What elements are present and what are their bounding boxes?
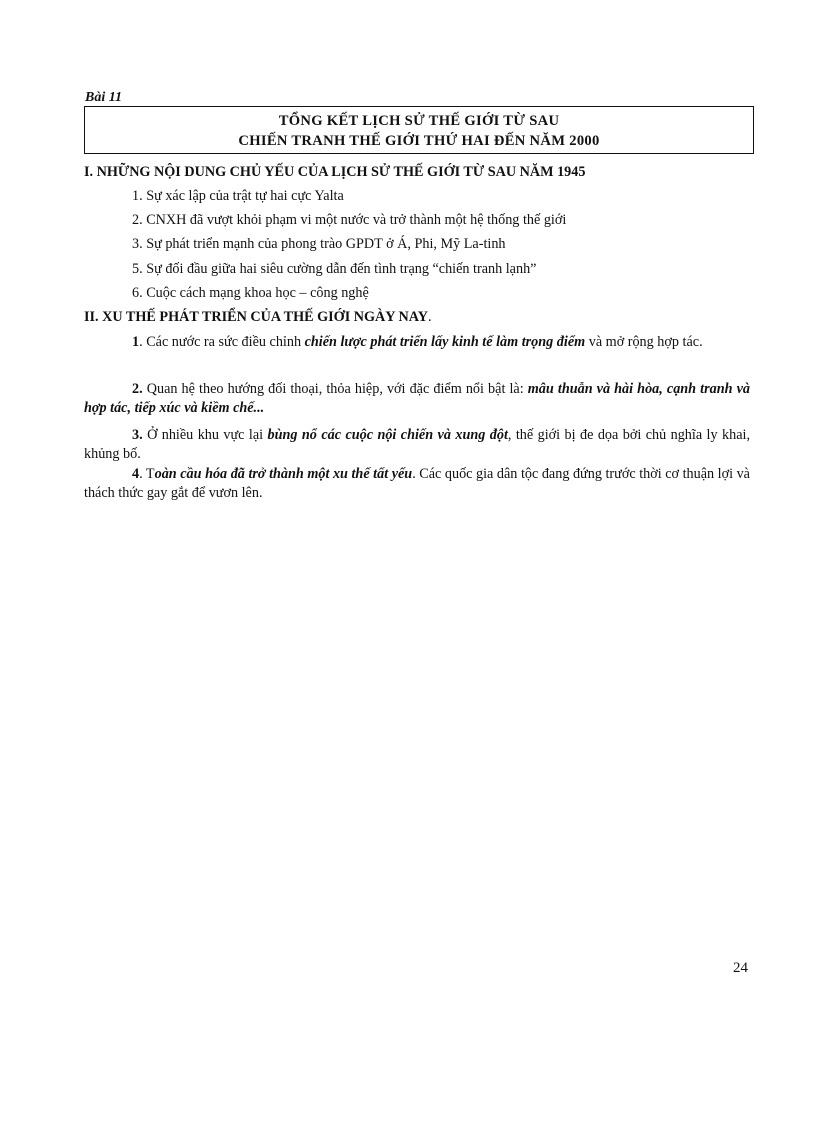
section-1-item-2: 2. CNXH đã vượt khỏi phạm vi một nước và trở thành một hệ thống thế giới: [132, 212, 567, 228]
paragraph-1-number: 1: [132, 334, 140, 350]
paragraph-3: [84, 426, 750, 464]
title-line-2: CHIẾN TRANH THẾ GIỚI THỨ HAI ĐẾN NĂM 2000: [238, 133, 600, 149]
title-box: [84, 106, 754, 154]
paragraph-1-emphasis: chiến lược phát triển lấy kinh tế làm trọng điểm: [304, 334, 586, 350]
paragraph-3-text-a: Ở nhiều khu vực lại: [142, 427, 268, 443]
paragraph-3-text-b: , thế giới bị đe dọa bởi chủ nghĩa ly khai, khủng bố.: [84, 427, 750, 462]
paragraph-3-emphasis: bùng nổ các cuộc nội chiến và xung đột: [267, 427, 508, 443]
section-1-item-6: 6. Cuộc cách mạng khoa học – công nghệ: [132, 285, 369, 301]
section-1-item-3: 3. Sự phát triển mạnh của phong trào GPDT ở Á, Phi, Mỹ La-tinh: [132, 236, 506, 252]
paragraph-4-text-a: . T: [139, 466, 155, 482]
section-1-item-1: 1. Sự xác lập của trật tự hai cực Yalta: [132, 188, 344, 204]
paragraph-4-emphasis: oàn cầu hóa đã trở thành một xu thế tất yếu: [154, 466, 413, 482]
paragraph-4-text-b: . Các quốc gia dân tộc đang đứng trước thời cơ thuận lợi và thách thức gay gắt để vươn lên.: [84, 466, 750, 501]
paragraph-4-number: 4: [132, 466, 140, 482]
paragraph-3-number: 3.: [132, 427, 143, 443]
paragraph-1-text-a: . Các nước ra sức điều chỉnh: [139, 334, 305, 350]
section-2-heading-text: II. XU THẾ PHÁT TRIỂN CỦA THẾ GIỚI NGÀY NAY: [84, 309, 428, 325]
title-line-1: TỔNG KẾT LỊCH SỬ THẾ GIỚI TỪ SAU: [278, 113, 560, 129]
paragraph-4: [84, 465, 750, 503]
paragraph-2-text-a: Quan hệ theo hướng đối thoại, thỏa hiệp, với đặc điểm nổi bật là:: [142, 381, 528, 397]
page-number: 24: [733, 960, 748, 976]
paragraph-1: [84, 333, 750, 352]
section-1-item-5: 5. Sự đối đầu giữa hai siêu cường dẫn đến tình trạng “chiến tranh lạnh”: [132, 261, 537, 277]
paragraph-2: [84, 380, 750, 418]
paragraph-2-number: 2.: [132, 381, 143, 397]
section-1-heading: I. NHỮNG NỘI DUNG CHỦ YẾU CỦA LỊCH SỬ THẾ GIỚI TỪ SAU NĂM 1945: [84, 164, 586, 180]
paragraph-2-emphasis: mâu thuẫn và hài hòa, cạnh tranh và hợp tác, tiếp xúc và kiềm chế...: [84, 381, 750, 416]
paragraph-1-text-b: và mở rộng hợp tác.: [585, 334, 703, 350]
section-2-heading-end: .: [428, 309, 432, 325]
lesson-label: Bài 11: [85, 90, 122, 105]
section-2-heading: [84, 309, 432, 326]
